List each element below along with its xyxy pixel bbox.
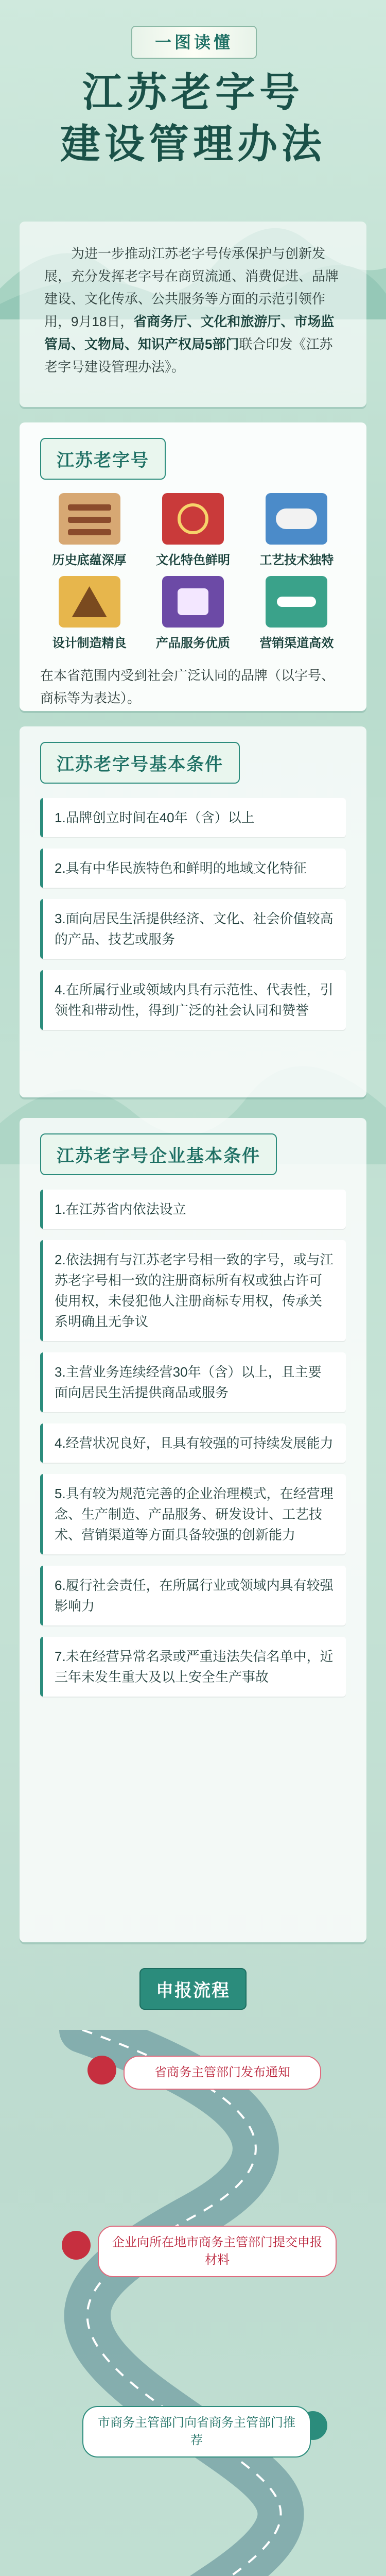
feature-label: 工艺技术独特 — [259, 553, 334, 567]
list-item: 3.主营业务连续经营30年（含）以上，且主要面向居民生活提供商品或服务 — [40, 1352, 346, 1412]
intro-text-a: 为进一步推动江苏老字号传承保护与创新发展，充分发挥老字号在商贸流通、消费促进、品牌建设、文化传承、公共服务等方面的示范引领作用，9月18日， — [44, 246, 339, 329]
intro-text — [44, 242, 342, 378]
history-icon — [59, 493, 120, 545]
step-pin-1 — [87, 2056, 116, 2084]
section-brand — [20, 422, 366, 711]
header — [0, 0, 386, 227]
section-flow-tag: 申报流程 — [139, 1968, 247, 2010]
list-item: 1.在江苏省内依法设立 — [40, 1190, 346, 1229]
feature-label: 设计制造精良 — [52, 636, 127, 650]
intro-text-b: 省商务厅、文化和旅游厅、市场监管局、文物局、知识产权局5部门 — [44, 314, 335, 352]
scroll-ribbon: 一图读懂 — [131, 26, 257, 59]
section-application-flow — [0, 1968, 386, 2576]
section-enterprise-tag: 江苏老字号企业基本条件 — [40, 1133, 277, 1175]
culture-icon — [162, 493, 224, 545]
feature-label: 营销渠道高效 — [259, 636, 334, 650]
flow-step: 省商务主管部门发布通知 — [124, 2056, 321, 2090]
feature-label: 历史底蕴深厚 — [52, 553, 127, 567]
brand-feature-grid — [40, 493, 346, 651]
brand-footnote: 在本省范围内受到社会广泛认同的品牌（以字号、商标等为表达）。 — [40, 668, 335, 706]
flow-step: 企业向所在地市商务主管部门提交申报材料 — [98, 2226, 337, 2277]
title-line1: 江苏老字号 — [82, 69, 304, 116]
section-basic-conditions — [20, 726, 366, 1097]
list-item: 2.依法拥有与江苏老字号相一致的字号，或与江苏老字号相一致的注册商标所有权或独占许可使用权，未侵犯他人注册商标专用权，传承关系明确且无争议 — [40, 1240, 346, 1341]
page-title — [0, 67, 386, 170]
feature-label: 产品服务优质 — [155, 636, 230, 650]
step-pin-2 — [62, 2231, 91, 2260]
channel-icon — [266, 576, 327, 628]
flow-step: 市商务主管部门向省商务主管部门推荐 — [82, 2406, 311, 2458]
intro-text-c: 联合印发《江苏老字号建设管理办法》。 — [44, 336, 333, 375]
craft-icon — [266, 493, 327, 545]
feature-channel — [248, 576, 346, 651]
enterprise-conditions-list — [40, 1190, 346, 1697]
section-basic-tag: 江苏老字号基本条件 — [40, 742, 240, 784]
list-item: 7.未在经营异常名录或严重违法失信名单中，近三年未发生重大及以上安全生产事故 — [40, 1637, 346, 1697]
list-item: 4.在所属行业或领域内具有示范性、代表性，引领性和带动性，得到广泛的社会认同和赞誉 — [40, 970, 346, 1030]
feature-service — [144, 576, 242, 651]
basic-conditions-list — [40, 798, 346, 1030]
list-item: 5.具有较为规范完善的企业治理模式，在经营理念、生产制造、产品服务、研发设计、工艺技术、营销渠道等方面具备较强的创新能力 — [40, 1474, 346, 1554]
feature-craft — [248, 493, 346, 568]
flow-road — [0, 2030, 386, 2576]
intro-panel — [20, 222, 366, 407]
design-icon — [59, 576, 120, 628]
list-item: 6.履行社会责任，在所属行业或领域内具有较强影响力 — [40, 1566, 346, 1625]
feature-design — [40, 576, 138, 651]
section-enterprise-conditions — [20, 1118, 366, 1942]
title-line2: 建设管理办法 — [60, 121, 326, 167]
section-brand-tag: 江苏老字号 — [40, 438, 166, 480]
list-item: 3.面向居民生活提供经济、文化、社会价值较高的产品、技艺或服务 — [40, 899, 346, 959]
feature-label: 文化特色鲜明 — [155, 553, 230, 567]
feature-history — [40, 493, 138, 568]
feature-culture — [144, 493, 242, 568]
list-item: 4.经营状况良好，且具有较强的可持续发展能力 — [40, 1423, 346, 1463]
service-icon — [162, 576, 224, 628]
list-item: 1.品牌创立时间在40年（含）以上 — [40, 798, 346, 837]
list-item: 2.具有中华民族特色和鲜明的地域文化特征 — [40, 849, 346, 888]
